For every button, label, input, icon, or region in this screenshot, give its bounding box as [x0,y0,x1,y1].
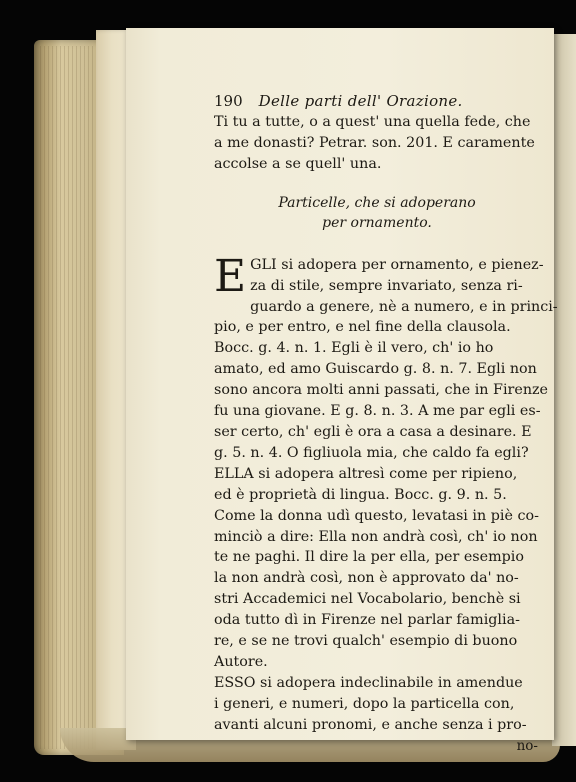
text-line: ELLA si adopera altresì come per ripieno, [214,465,518,482]
section-heading: per ornamento. [322,214,432,231]
text-line: accolse a se quell' una. [214,155,382,172]
text-line: ESSO si adopera indeclinabile in amendue [214,674,523,691]
text-line: amato, ed amo Guiscardo g. 8. n. 7. Egli non [214,361,537,378]
text-line: stri Accademici nel Vocabolario, benchè si [214,591,521,608]
text-line: za di stile, sempre invariato, senza ri- [250,277,523,294]
text-line: guardo a genere, nè a numero, e in princi- [250,298,558,315]
facing-page-edge [552,34,576,746]
text-line: la non andrà così, non è approvato da' no- [214,570,519,587]
paragraph-esso [214,673,540,736]
section-heading: Particelle, che si adoperano [278,194,476,211]
text-line: fu una giovane. E g. 8. n. 3. A me par egli es- [214,403,541,420]
running-header [214,92,540,110]
text-line: avanti alcuni pronomi, e anche senza i pro- [214,716,527,733]
running-title: Delle parti dell' Orazione. [258,92,463,110]
text-line: sono ancora molti anni passati, che in Firenze [214,382,549,399]
text-line: Bocc. g. 4. n. 1. Egli è il vero, ch' io ho [214,340,494,357]
text-line: oda tutto dì in Firenze nel parlar famiglia- [214,612,520,629]
page-text [214,92,558,756]
text-line: Come la donna udì questo, levatasi in piè co- [214,507,539,524]
text-line: ed è proprietà di lingua. Bocc. g. 9. n. 5. [214,486,507,503]
text-line: re, e se ne trovi qualch' esempio di buono [214,633,518,650]
text-line: GLI si adopera per ornamento, e pienez- [250,256,544,273]
text-line: Ti tu a tutte, o a quest' una quella fede, che [214,114,531,130]
paragraph-egli [214,250,558,464]
drop-cap: E [214,250,247,302]
paragraph-ella [214,464,540,673]
text-line: Autore. [214,653,268,670]
text-line: minciò a dire: Ella non andrà così, ch' io non [214,528,538,545]
text-line: pio, e per entro, e nel fine della clausola. [214,319,511,336]
text-line: i generi, e numeri, dopo la particella con, [214,695,515,712]
text-line: a me donasti? Petrar. son. 201. E caramente [214,134,535,151]
page-number: 190 [214,92,243,110]
text-line: te ne paghi. Il dire la per ella, per esempio [214,549,524,566]
catchword: no- [516,737,538,754]
text-line: g. 5. n. 4. O figliuola mia, che caldo fa egli? [214,444,529,461]
text-line: ser certo, ch' egli è ora a casa a desinare. E [214,423,532,440]
